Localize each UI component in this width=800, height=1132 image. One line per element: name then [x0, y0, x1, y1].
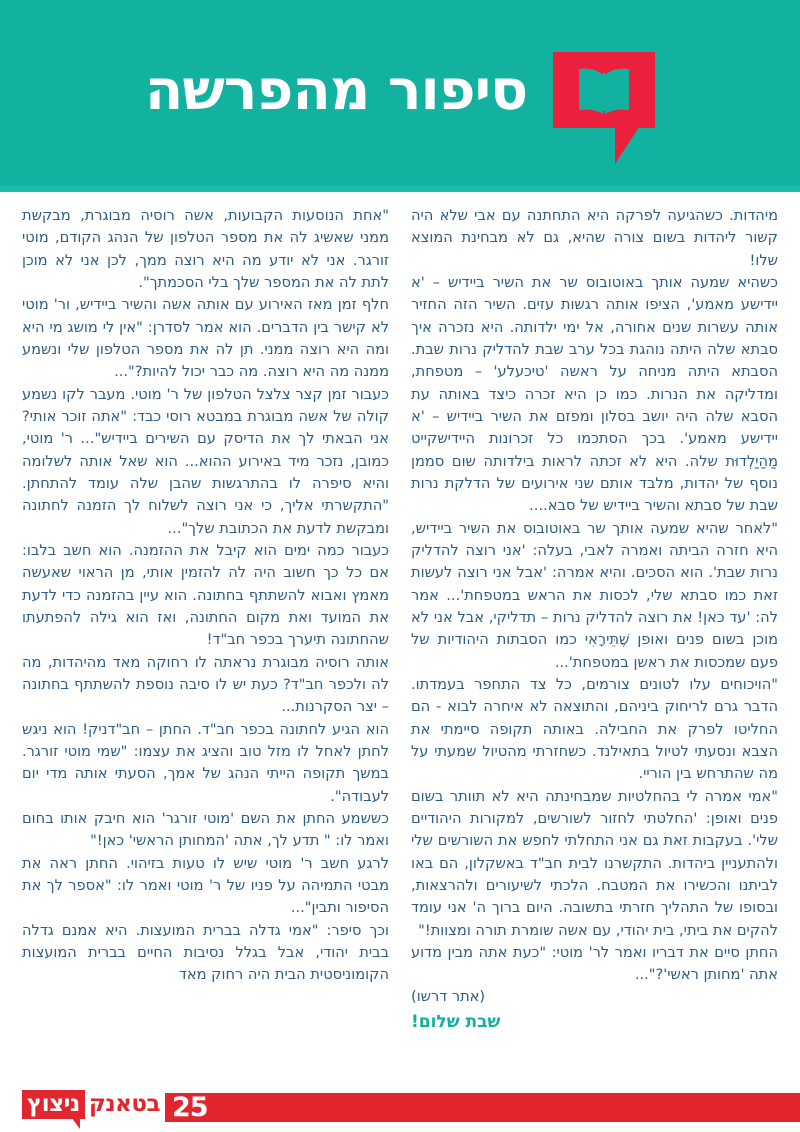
paragraph: "לאחר שהיא שמעה אותך שר באוטובוס את השיר ביידיש, היא חזרה הביתה ואמרה לאבי, בעלה: 'אני רוצה להדליק נרות שבת'. הוא הסכים. והיא אמרה: 'אבל אני רוצה לעשות זאת כמו סבתא שלי, לכסות את הראש במטפחת'... אמר לה: 'עד כאן! את רוצה להדליק נרות – תדליקי, אבל אני לא מוכן בשום פנים ואופן שֶׁתֵּירָאִי כמו הסבתות היהודיות של פעם שמכסות את ראשן במטפחת'...: [411, 519, 778, 671]
open-book-icon: [573, 65, 635, 115]
page-footer: [0, 1084, 800, 1132]
paragraph: "הויכוחים עלו לטונים צורמים, כל צד התחפר בעמדתו. הדבר גרם לריחוק ביניהם, והתוצאה לא איחרה לבוא - הם החליטו לפרק את החבילה. באותה תקופה סיימתי את הצבא ונסעתי לטיול בתאילנד. כשחזרתי מהטיול שמעתי על מה שהתרחש בין הוריי.: [411, 675, 778, 783]
logo-badge-tail: [71, 1117, 80, 1129]
page-title: סיפור מהפרשה: [144, 58, 528, 123]
header-underline-strip: [0, 186, 800, 192]
paragraph: החתן סיים את דבריו ואמר לר' מוטי: "כעת אתה מבין מדוע אתה 'מחותן ראשי'?"...: [411, 943, 778, 984]
shabbat-greeting: שבת שלום!: [411, 1011, 501, 1032]
paragraph: "אחת הנוסעות הקבועות, אשה רוסיה מבוגרת, מבקשת ממני שאשיג לה את מספר הטלפון של הנהג הקודם, מוטי זורגר. אני לא יודע מה היא רוצה ממך, לכן אני לא מוכן לתת לה את המספר שלך בלי הסכמתך".: [22, 207, 389, 291]
article-column-right: [22, 205, 389, 1050]
logo-badge-text: ניצוץ: [27, 1091, 80, 1117]
paragraph: "אמי אמרה לי בהחלטיות שמבחינתה היא לא תוותר בשום פנים ואופן: 'החלטתי לחזור לשורשים, למקורות היהודיים שלי'. בעקבות זאת גם אני התחלתי לחפש את השורשים שלי ולהתעניין ביהדות. התקשרנו לבית חב"ד באשקלון, הם באו לביתנו והכשירו את המטבח. הלכתי לשיעורים ולהרצאות, ובסופו של התהליך חזרתי בתשובה. היום ברוך ה' אני עומד להקים את ביתי, בית יהודי, עם אשה שומרת תורה ומצוות!": [411, 787, 778, 939]
paragraph: כשהיא שמעה אותך באוטובוס שר את השיר ביידיש – 'א יידישע מאמע', הציפו אותה רגשות עזים. השיר הזה החזיר אותה עשרות שנים אחורה, אל ימי ילדותה. היא נזכרה איך סבתא שלה היתה נוהגת בכל ערב שבת להדליק נרות שבת. הסבתא היתה מניחה על ראשה 'טיכעלע' – מטפחת, ומדליקה את הנרות. כמו כן היא זכרה כיצד באותה עת הסבא שלה היה יושב בסלון ומפזם את השיר ביידיש – 'א יידישע מאמע'. בכך הסתכמו כל זכרונות היידישקייט מַהַיַלְדוּת שלה. היא לא זכתה לראות בילדותה שום סממן נוסף של יהדות, מלבד אותם שני אירועים של הדלקת נרות שבת של סבתא והשיר ביידיש של סבא....: [411, 273, 778, 515]
article-body: [0, 205, 800, 1050]
publication-logo: [22, 1090, 160, 1126]
page-number: 25: [172, 1092, 208, 1123]
speech-bubble-logo: [553, 52, 655, 128]
paragraph: אותה רוסיה מבוגרת נראתה לו רחוקה מאד מהיהדות, מה לה ולכפר חב"ד? כעת יש לו סיבה נוספת להשתתף בחתונה – יצר הסקרנות...: [22, 653, 389, 716]
paragraph: מיהדות. כשהגיעה לפרקה היא התחתנה עם אבי שלא היה קשור ליהדות בשום צורה שהיא, גם לא מבחינת המוצא שלו!: [411, 207, 778, 269]
paragraph: כעבור כמה ימים הוא קיבל את ההזמנה. הוא חשב בלבו: אם כל כך חשוב היה לה להזמין אותי, מן הראוי שאעשה מאמץ ואבוא להשתתף בחתונה. הוא עיין בהזמנה כדי לדעת את המועד ואת מקום החתונה, ואז הוא גילה להפתעתו שהחתונה תיערך בכפר חב"ד!: [22, 541, 389, 649]
paragraph: כששמע החתן את השם 'מוטי זורגר' הוא חיבק אותו בחום ואמר לו: " תדע לך, אתה 'המחותן הראשי' כאן!": [22, 809, 389, 850]
paragraph: הוא הגיע לחתונה בכפר חב"ד. החתן – חב"דניק! הוא ניגש לחתן לאחל לו מזל טוב והציג את עצמו: "שמי מוטי זורגר. במשך תקופה הייתי הנהג של אמך, הסעתי אותה מדי יום לעבודה".: [22, 720, 389, 805]
article-source-credit: (אתר דרשו): [411, 988, 486, 1006]
header-content: [0, 0, 800, 186]
paragraph: לרגע חשב ר' מוטי שיש לו טעות בזיהוי. החתן ראה את מבטי התמיהה על פניו של ר' מוטי ואמר לו: "אספר לך את הסיפור ותבין"...: [22, 854, 389, 917]
logo-badge-word: [22, 1090, 85, 1119]
logo-word-text: בטאנק: [88, 1091, 161, 1117]
paragraph: וכך סיפר: "אמי גדלה בברית המועצות. היא אמנם גדלה בבית יהודי, אבל בגלל נסיבות החיים בברית המועצות הקומוניסטית הבית היה רחוק מאד: [22, 921, 389, 984]
article-column-left: [411, 205, 778, 1050]
speech-bubble-tail: [615, 124, 641, 164]
paragraph: כעבור זמן קצר צלצל הטלפון של ר' מוטי. מעבר לקו נשמע קולה של אשה מבוגרת במבטא רוסי כבד: "אתה זוכר אותי? אני הבאתי לך את הדיסק עם השירים ביידיש"... ר' מוטי, כמובן, נזכר מיד באירוע ההוא... הוא שאל אותה לשלומה והיא סיפרה לו בהתרגשות שהבן שלה עומד להתחתן. "התקשרתי אליך, כי אני רוצה לשלוח לך הזמנה לחתונה ומבקשת לדעת את הכתובת שלך"...: [22, 385, 389, 537]
paragraph: חלף זמן מאז האירוע עם אותה אשה והשיר ביידיש, ור' מוטי לא קישר בין הדברים. הוא אמר לסדרן: "אין לי מושג מי היא ומה היא רוצה ממני. תן לה את מספר הטלפון שלי ונשמע ממנה מה היא רוצה. מה כבר יכול להיות?"...: [22, 296, 389, 381]
footer-red-bar: [165, 1093, 800, 1122]
